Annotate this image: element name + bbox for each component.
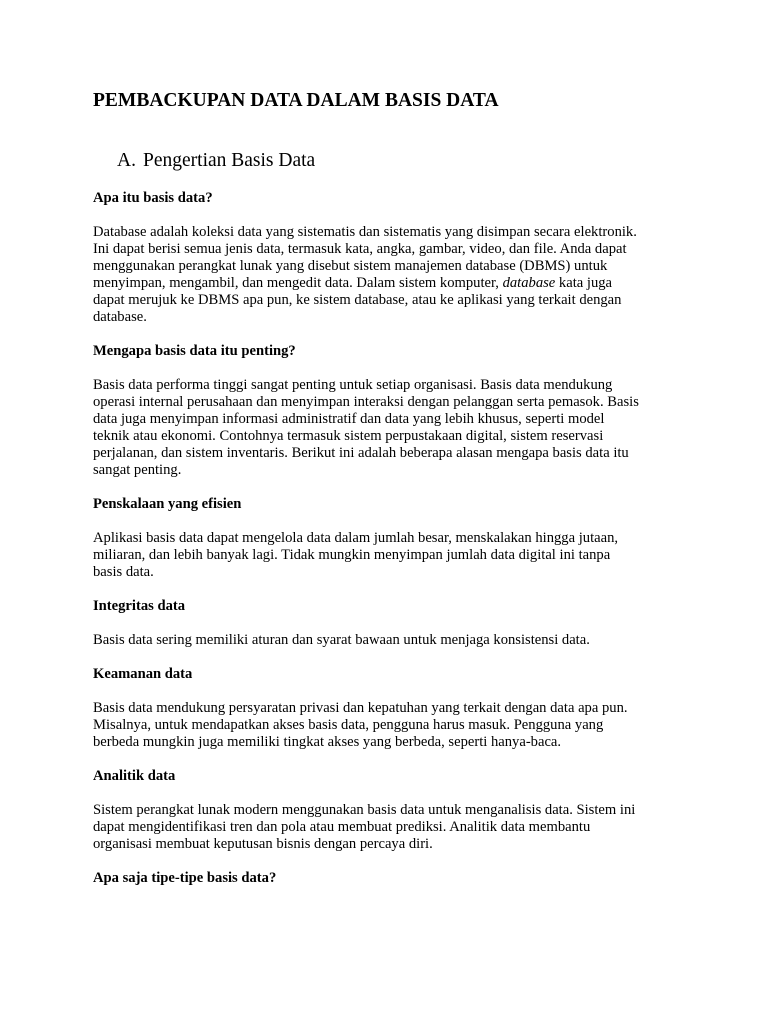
paragraph-line: database. <box>93 309 147 325</box>
paragraph-line-mixed <box>93 275 683 292</box>
paragraph-line: berbeda mungkin juga memiliki tingkat akses yang berbeda, seperti hanya-baca. <box>93 734 562 750</box>
paragraph-keamanan <box>93 700 683 751</box>
paragraph-line: miliaran, dan lebih banyak lagi. Tidak mungkin menyimpan jumlah data digital ini tanpa <box>93 547 611 563</box>
paragraph-line: Ini dapat berisi semua jenis data, termasuk kata, angka, gambar, video, dan file. Anda dapat <box>93 241 627 257</box>
paragraph-penskalaan <box>93 530 683 581</box>
subheading-integritas: Integritas data <box>93 598 186 614</box>
paragraph-line: dapat merujuk ke DBMS apa pun, ke sistem database, atau ke aplikasi yang terkait dengan <box>93 292 622 308</box>
paragraph-apa-itu-basis-data <box>93 224 683 326</box>
paragraph-line: menggunakan perangkat lunak yang disebut sistem manajemen database (DBMS) untuk <box>93 258 608 274</box>
section-marker: A. <box>117 150 136 171</box>
document-title: PEMBACKUPAN DATA DALAM BASIS DATA <box>93 90 499 111</box>
paragraph-line: perjalanan, dan sistem inventaris. Berikut ini adalah beberapa alasan mengapa basis data itu <box>93 445 629 461</box>
paragraph-line-start: menyimpan, mengambil, dan mengedit data. Dalam sistem komputer, <box>93 275 503 291</box>
paragraph-line: Database adalah koleksi data yang sistematis dan sistematis yang disimpan secara elektronik. <box>93 224 637 240</box>
paragraph-analitik <box>93 802 683 853</box>
subheading-apa-itu-basis-data: Apa itu basis data? <box>93 190 213 206</box>
subheading-tipe-tipe: Apa saja tipe-tipe basis data? <box>93 870 277 886</box>
paragraph-mengapa-penting <box>93 377 683 479</box>
section-heading-text: Pengertian Basis Data <box>143 150 316 171</box>
paragraph-line: teknik atau ekonomi. Contohnya termasuk sistem perpustakaan digital, sistem reservasi <box>93 428 604 444</box>
paragraph-line: Misalnya, untuk mendapatkan akses basis data, pengguna harus masuk. Pengguna yang <box>93 717 604 733</box>
paragraph-line: Sistem perangkat lunak modern menggunakan basis data untuk menganalisis data. Sistem ini <box>93 802 636 818</box>
paragraph-line-end: kata juga <box>555 275 613 291</box>
subheading-mengapa-penting: Mengapa basis data itu penting? <box>93 343 296 359</box>
paragraph-line: Basis data mendukung persyaratan privasi dan kepatuhan yang terkait dengan data apa pun. <box>93 700 628 716</box>
subheading-penskalaan: Penskalaan yang efisien <box>93 496 242 512</box>
paragraph-line: Basis data sering memiliki aturan dan syarat bawaan untuk menjaga konsistensi data. <box>93 632 590 648</box>
subheading-keamanan: Keamanan data <box>93 666 193 682</box>
paragraph-line: organisasi membuat keputusan bisnis dengan percaya diri. <box>93 836 433 852</box>
section-heading <box>117 149 315 173</box>
paragraph-line: operasi internal perusahaan dan menyimpan interaksi dengan pelanggan serta pemasok. Basis <box>93 394 639 410</box>
paragraph-line: dapat mengidentifikasi tren dan pola atau membuat prediksi. Analitik data membantu <box>93 819 591 835</box>
subheading-analitik: Analitik data <box>93 768 176 784</box>
paragraph-line: Aplikasi basis data dapat mengelola data dalam jumlah besar, menskalakan hingga jutaan, <box>93 530 619 546</box>
paragraph-line: sangat penting. <box>93 462 182 478</box>
italic-term-database: database <box>502 275 556 291</box>
document-body <box>93 190 683 887</box>
paragraph-line: basis data. <box>93 564 154 580</box>
paragraph-integritas <box>93 632 683 649</box>
paragraph-line: data juga menyimpan informasi administratif dan data yang lebih khusus, seperti model <box>93 411 605 427</box>
paragraph-line: Basis data performa tinggi sangat penting untuk setiap organisasi. Basis data mendukung <box>93 377 613 393</box>
